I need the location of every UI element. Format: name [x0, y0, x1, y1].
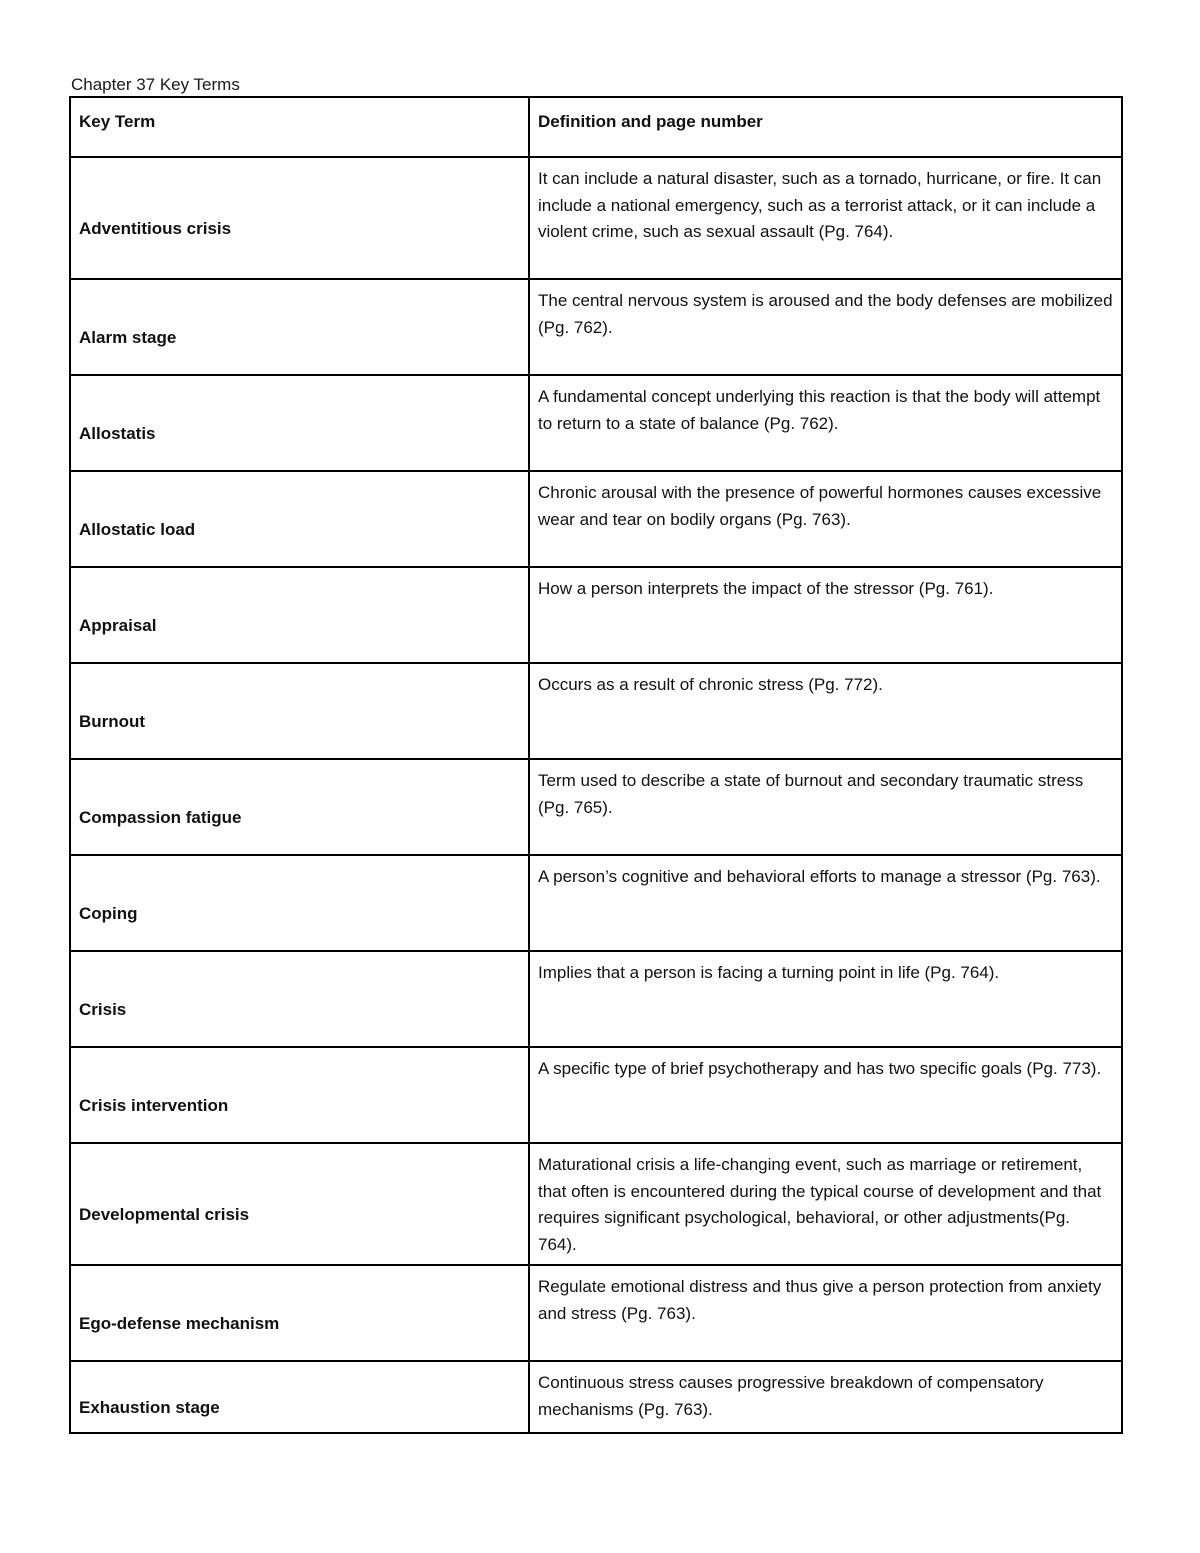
table-row	[70, 1361, 1122, 1433]
key-terms-table	[69, 96, 1123, 1434]
term-cell: Crisis	[70, 951, 529, 1047]
definition-cell: Continuous stress causes progressive breakdown of compensatory mechanisms (Pg. 763).	[529, 1361, 1122, 1433]
table-row	[70, 567, 1122, 663]
table-row	[70, 759, 1122, 855]
term-cell: Allostatic load	[70, 471, 529, 567]
table-row	[70, 471, 1122, 567]
table-row	[70, 663, 1122, 759]
definition-cell: A person’s cognitive and behavioral efforts to manage a stressor (Pg. 763).	[529, 855, 1122, 951]
table-header-row	[70, 97, 1122, 157]
term-cell: Coping	[70, 855, 529, 951]
definition-cell: Regulate emotional distress and thus give a person protection from anxiety and stress (Pg. 763).	[529, 1265, 1122, 1361]
definition-cell: A specific type of brief psychotherapy and has two specific goals (Pg. 773).	[529, 1047, 1122, 1143]
definition-cell: Implies that a person is facing a turning point in life (Pg. 764).	[529, 951, 1122, 1047]
term-cell: Adventitious crisis	[70, 157, 529, 279]
definition-cell: Term used to describe a state of burnout and secondary traumatic stress (Pg. 765).	[529, 759, 1122, 855]
term-cell: Alarm stage	[70, 279, 529, 375]
term-cell: Appraisal	[70, 567, 529, 663]
term-cell: Exhaustion stage	[70, 1361, 529, 1433]
table-row	[70, 1143, 1122, 1265]
definition-cell: How a person interprets the impact of the stressor (Pg. 761).	[529, 567, 1122, 663]
table-row	[70, 855, 1122, 951]
table-row	[70, 951, 1122, 1047]
term-cell: Developmental crisis	[70, 1143, 529, 1265]
term-cell: Burnout	[70, 663, 529, 759]
header-definition: Definition and page number	[529, 97, 1122, 157]
table-row	[70, 279, 1122, 375]
table-row	[70, 1265, 1122, 1361]
table-row	[70, 1047, 1122, 1143]
definition-cell: Maturational crisis a life-changing event, such as marriage or retirement, that often is encountered during the typical course of development and that requires significant psychological, behavioral, or other adjustments(Pg. 764).	[529, 1143, 1122, 1265]
definition-cell: Occurs as a result of chronic stress (Pg. 772).	[529, 663, 1122, 759]
definition-cell: It can include a natural disaster, such as a tornado, hurricane, or fire. It can include a national emergency, such as a terrorist attack, or it can include a violent crime, such as sexual assault (Pg. 764).	[529, 157, 1122, 279]
definition-cell: The central nervous system is aroused and the body defenses are mobilized (Pg. 762).	[529, 279, 1122, 375]
table-row	[70, 375, 1122, 471]
term-cell: Crisis intervention	[70, 1047, 529, 1143]
definition-cell: Chronic arousal with the presence of powerful hormones causes excessive wear and tear on bodily organs (Pg. 763).	[529, 471, 1122, 567]
page-title: Chapter 37 Key Terms	[71, 75, 240, 94]
term-cell: Compassion fatigue	[70, 759, 529, 855]
term-cell: Allostatis	[70, 375, 529, 471]
definition-cell: A fundamental concept underlying this reaction is that the body will attempt to return to a state of balance (Pg. 762).	[529, 375, 1122, 471]
header-key-term: Key Term	[70, 97, 529, 157]
term-cell: Ego-defense mechanism	[70, 1265, 529, 1361]
table-row	[70, 157, 1122, 279]
